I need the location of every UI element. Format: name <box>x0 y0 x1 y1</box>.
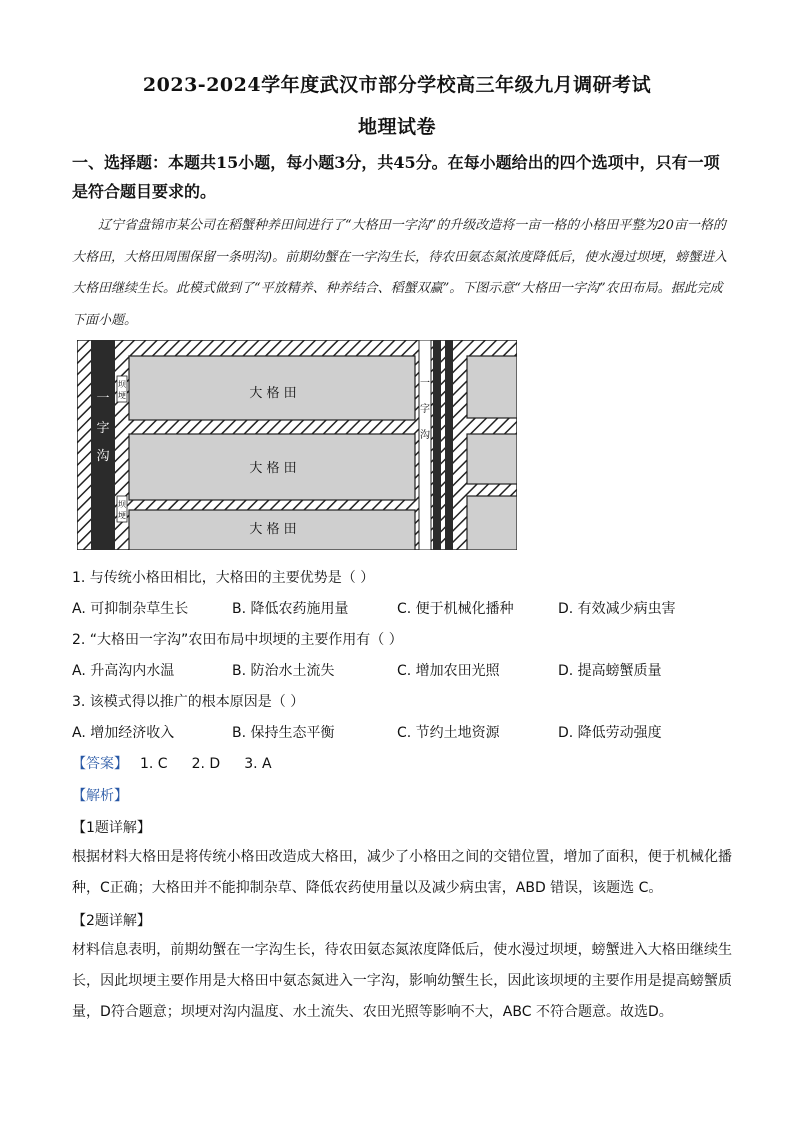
right-ditch-char-2: 字 <box>420 404 430 415</box>
q2-option-b[interactable]: B. 防治水土流失 <box>232 663 335 679</box>
dike-label-lower-1: 坝 <box>118 500 126 509</box>
field-layout-figure <box>77 340 517 550</box>
question-1-options <box>72 598 752 620</box>
right-ditch-dark-2 <box>445 340 453 550</box>
q3-option-d[interactable]: D. 降低劳动强度 <box>558 725 662 741</box>
dike-label-upper-1: 坝 <box>118 380 126 389</box>
q2-option-a[interactable]: A. 升高沟内水温 <box>72 663 175 679</box>
q3-option-a[interactable]: A. 增加经济收入 <box>72 725 175 741</box>
right-field-1 <box>467 356 517 418</box>
dike-label-lower-2: 埂 <box>118 511 126 520</box>
right-ditch-char-3: 沟 <box>420 430 430 441</box>
detail-1-heading: 【1题详解】 <box>72 820 151 836</box>
left-ditch-char-3: 沟 <box>96 449 110 464</box>
field-label-3: 大 格 田 <box>249 522 297 537</box>
left-ditch-char-2: 字 <box>96 421 110 436</box>
question-2-stem: 2. “大格田一字沟”农田布局中坝埂的主要作用有（ ） <box>72 632 403 648</box>
left-ditch <box>91 340 115 550</box>
q1-option-a[interactable]: A. 可抑制杂草生长 <box>72 601 189 617</box>
question-1-stem: 1. 与传统小格田相比，大格田的主要优势是（ ） <box>72 570 375 586</box>
q1-option-c[interactable]: C. 便于机械化播种 <box>397 601 514 617</box>
question-3-stem: 3. 该模式得以推广的根本原因是（ ） <box>72 694 305 710</box>
question-3-options <box>72 722 752 744</box>
right-ditch-inner <box>419 340 431 550</box>
q2-option-c[interactable]: C. 增加农田光照 <box>397 663 500 679</box>
detail-1-text: 根据材料大格田是将传统小格田改造成大格田，减少了小格田之间的交错位置，增加了面积，便于机械化播种，C正确；大格田并不能抑制杂草、降低农药使用量以及减少病虫害，ABD 错误，该题选 C。 <box>72 849 732 896</box>
section-heading: 一、选择题：本题共15小题，每小题3分，共45分。在每小题给出的四个选项中，只有一项是符合题目要求的。 <box>72 153 720 201</box>
q1-option-b[interactable]: B. 降低农药施用量 <box>232 601 349 617</box>
dike-label-upper-2: 埂 <box>118 391 126 400</box>
field-label-2: 大 格 田 <box>249 461 297 476</box>
q2-option-d[interactable]: D. 提高螃蟹质量 <box>558 663 662 679</box>
right-field-3 <box>467 496 517 550</box>
passage-text: 辽宁省盘锦市某公司在稻蟹种养田间进行了“大格田一字沟”的升级改造将一亩一格的小格田平整为20亩一格的大格田，大格田周围保留一条明沟)。前期幼蟹在一字沟生长，待农田氨态氮浓度降低后，使水漫过坝埂，螃蟹进入大格田继续生长。此模式做到了“平放精养、种养结合、稻蟹双赢”。下图示意“大格田一字沟”农田布局。据此完成下面小题。 <box>72 218 728 328</box>
right-ditch-char-1: 一 <box>420 378 430 389</box>
answer-label: 【答案】 <box>72 756 128 772</box>
exam-subtitle: 地理试卷 <box>357 116 436 138</box>
field-layout-diagram <box>77 340 517 550</box>
question-2-options <box>72 660 752 682</box>
right-ditch-dark-1 <box>433 340 441 550</box>
left-ditch-char-1: 一 <box>96 391 110 406</box>
answer-item-3: 3. A <box>244 756 272 772</box>
right-field-2 <box>467 434 517 484</box>
detail-2-text: 材料信息表明，前期幼蟹在一字沟生长，待农田氨态氮浓度降低后，使水漫过坝埂，螃蟹进入大格田继续生长，因此坝埂主要作用是大格田中氨态氮进入一字沟，影响幼蟹生长，因此该坝埂的主要作用是提高螃蟹质量，D符合题意；坝埂对沟内温度、水土流失、农田光照等影响不大，ABC 不符合题意。故选D。 <box>72 942 732 1020</box>
detail-2-heading: 【2题详解】 <box>72 913 151 929</box>
field-label-1: 大 格 田 <box>249 386 297 401</box>
q3-option-c[interactable]: C. 节约土地资源 <box>397 725 500 741</box>
exam-title: 2023-2024学年度武汉市部分学校高三年级九月调研考试 <box>142 74 652 96</box>
q1-option-d[interactable]: D. 有效减少病虫害 <box>558 601 676 617</box>
answer-item-1: 1. C <box>140 756 168 772</box>
analysis-label: 【解析】 <box>72 788 128 804</box>
answer-line <box>72 753 272 773</box>
q3-option-b[interactable]: B. 保持生态平衡 <box>232 725 335 741</box>
answer-item-2: 2. D <box>191 756 221 772</box>
